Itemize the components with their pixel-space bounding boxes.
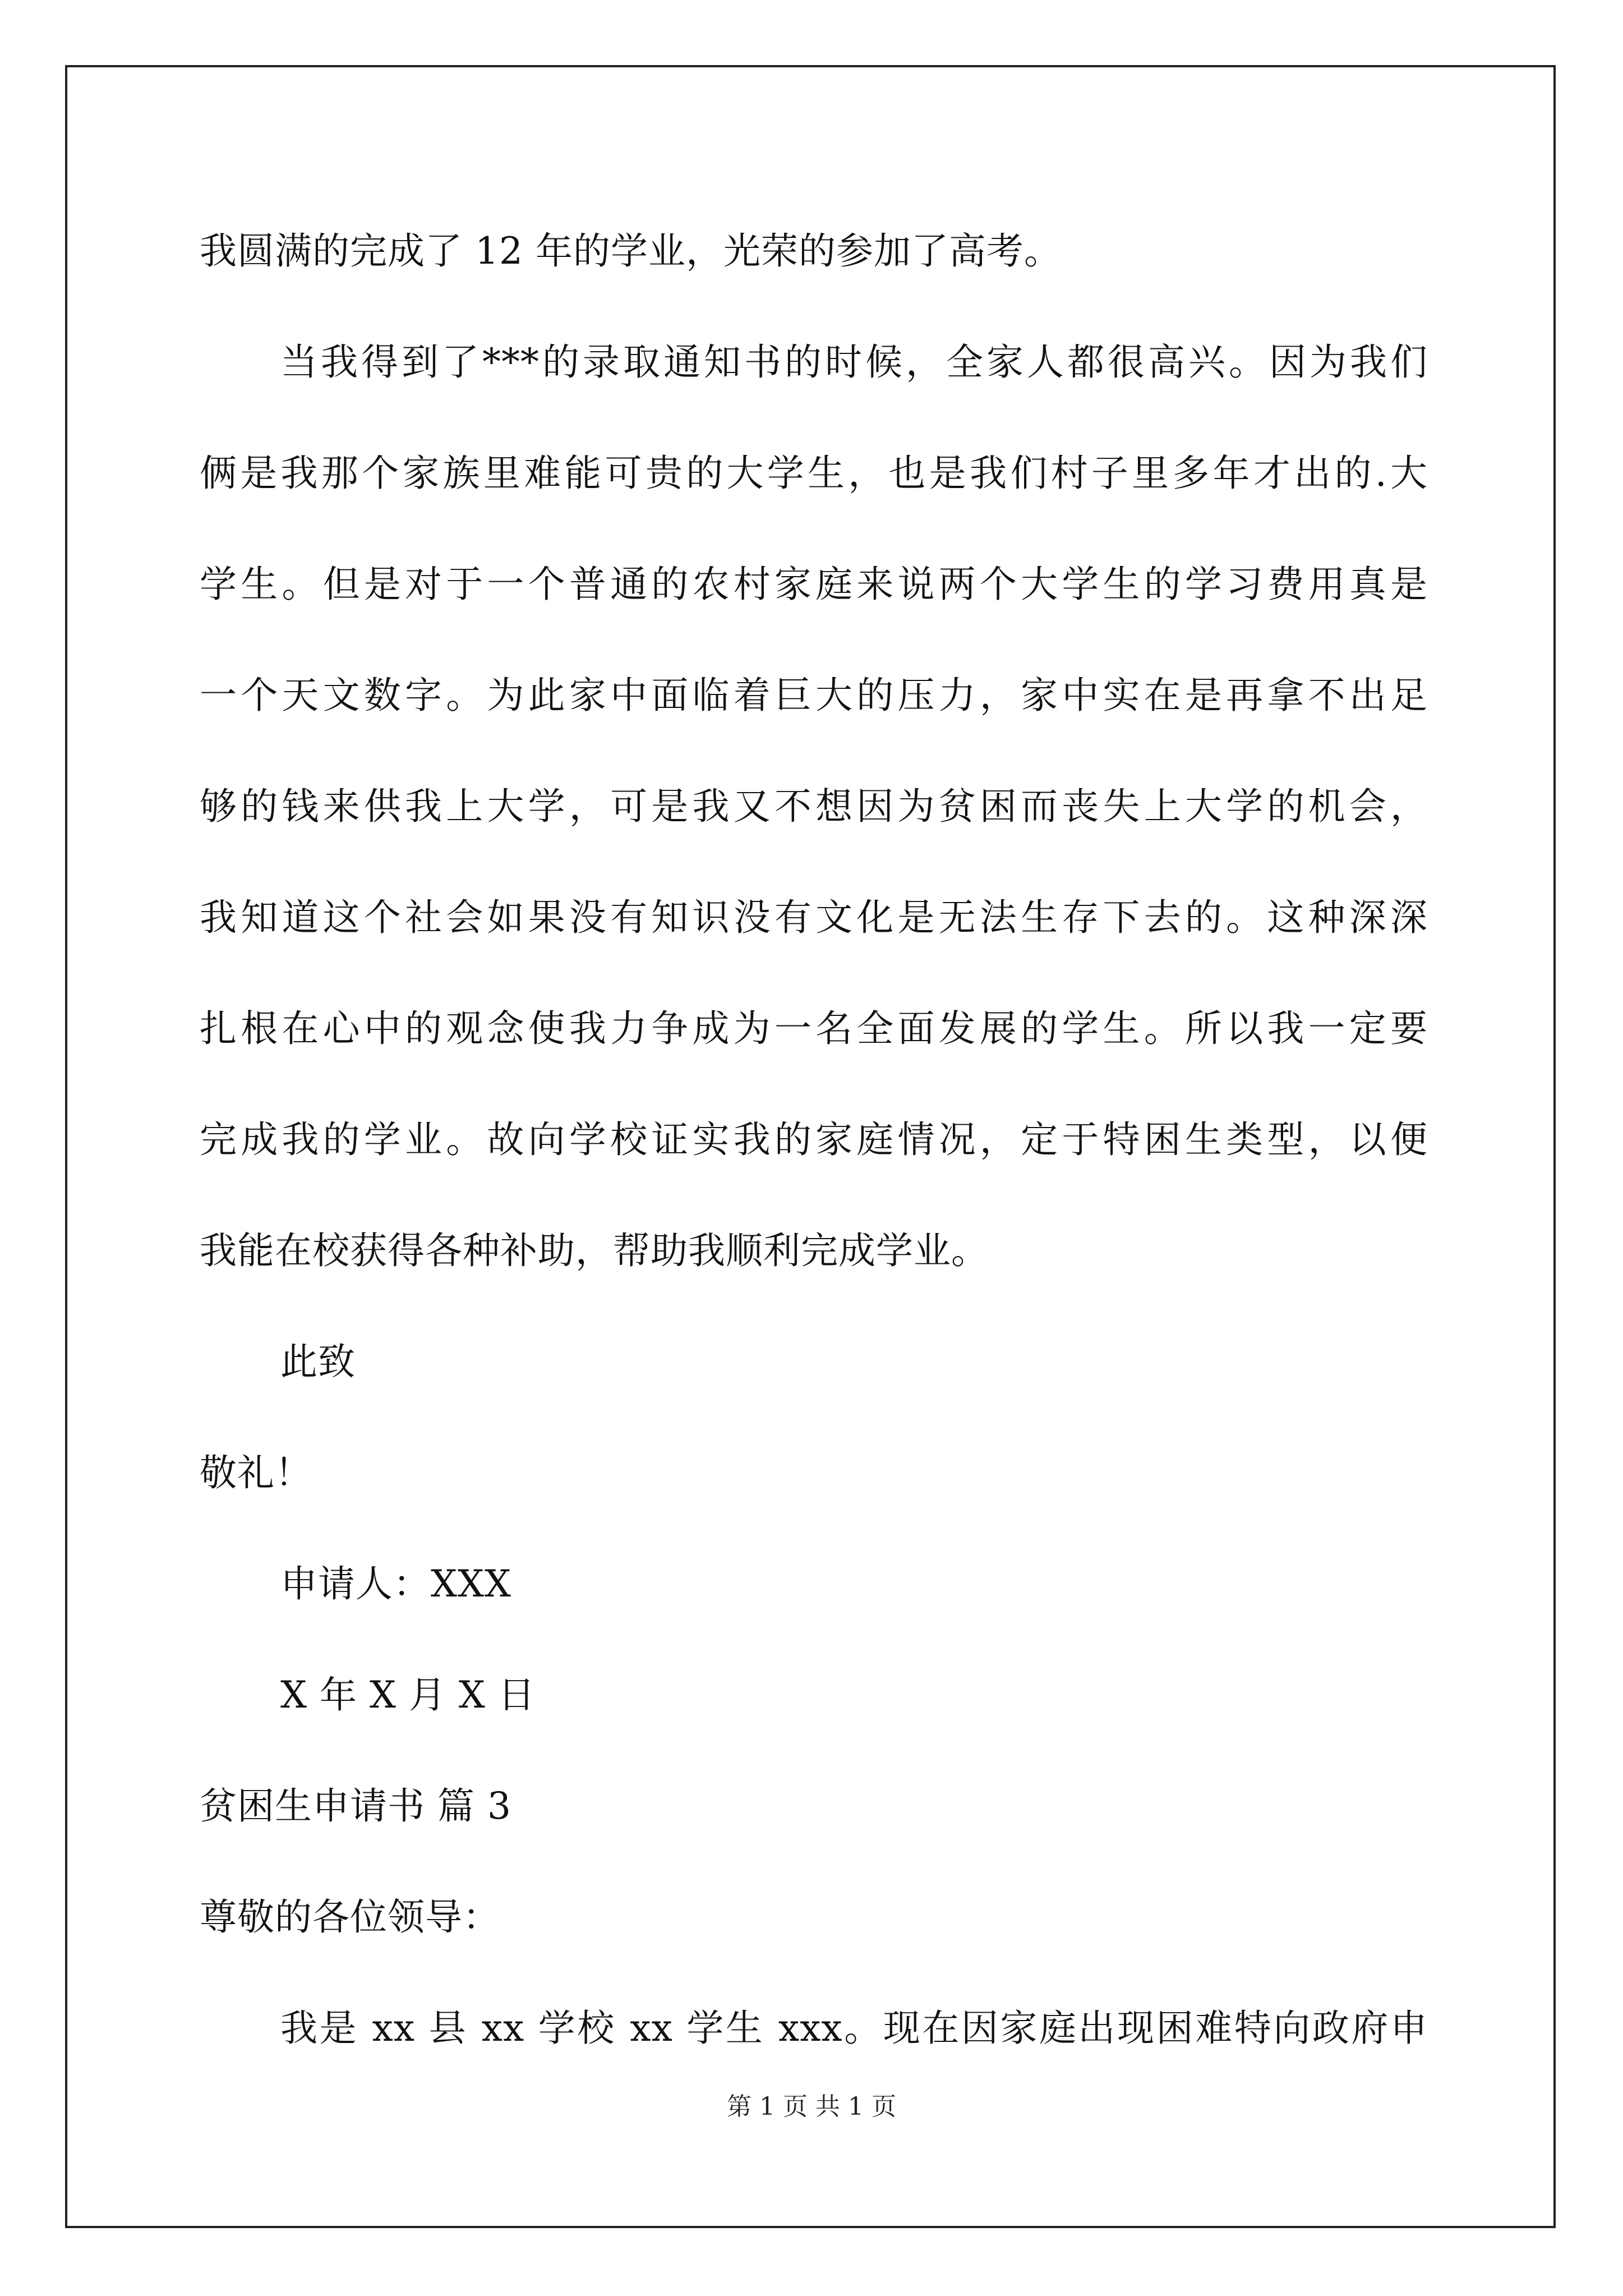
paragraph-line: 我能在校获得各种补助，帮助我顺利完成学业。 xyxy=(200,1229,989,1272)
signature-date: X 年 X 月 X 日 xyxy=(280,1673,536,1717)
greeting: 尊敬的各位领导： xyxy=(200,1895,500,1939)
paragraph-line: 完成我的学业。故向学校证实我的家庭情况，定于特困生类型，以便 xyxy=(200,1118,1428,1161)
closing-regards: 敬礼！ xyxy=(200,1451,312,1494)
applicant-signature: 申请人：XXX xyxy=(280,1562,511,1605)
paragraph-line: 我知道这个社会如果没有知识没有文化是无法生存下去的。这种深深 xyxy=(200,896,1428,939)
closing-salutation: 此致 xyxy=(280,1340,356,1383)
section-heading: 贫困生申请书 篇 3 xyxy=(200,1784,511,1828)
page-footer: 第 1 页 共 1 页 xyxy=(727,2092,896,2121)
paragraph-line: 够的钱来供我上大学，可是我又不想因为贫困而丧失上大学的机会， xyxy=(200,785,1428,828)
paragraph-line: 我是 xx 县 xx 学校 xx 学生 xxx。现在因家庭出现困难特向政府申 xyxy=(280,2007,1428,2050)
paragraph-line: 俩是我那个家族里难能可贵的大学生，也是我们村子里多年才出的.大 xyxy=(200,452,1428,495)
paragraph-line: 一个天文数字。为此家中面临着巨大的压力，家中实在是再拿不出足 xyxy=(200,674,1428,717)
paragraph-line: 扎根在心中的观念使我力争成为一名全面发展的学生。所以我一定要 xyxy=(200,1007,1428,1050)
paragraph-line: 当我得到了***的录取通知书的时候，全家人都很高兴。因为我们 xyxy=(280,341,1428,384)
paragraph-line: 我圆满的完成了 12 年的学业，光荣的参加了高考。 xyxy=(200,229,1062,273)
paragraph-line: 学生。但是对于一个普通的农村家庭来说两个大学生的学习费用真是 xyxy=(200,563,1428,606)
